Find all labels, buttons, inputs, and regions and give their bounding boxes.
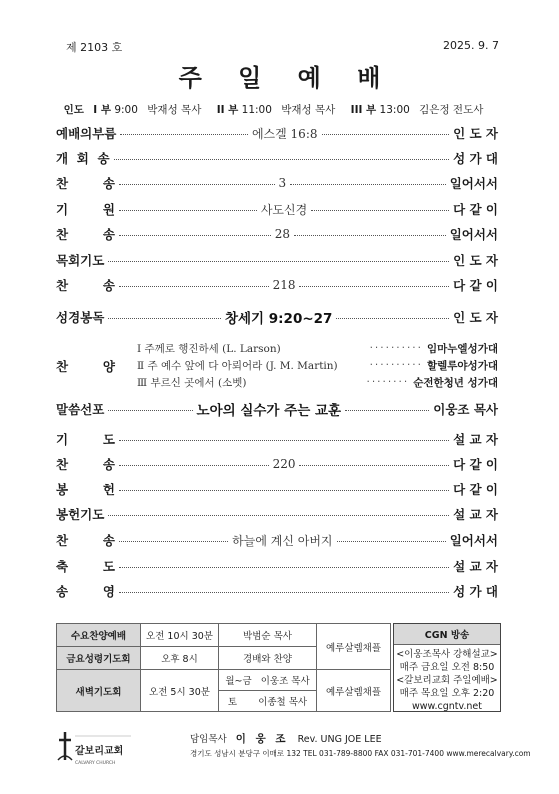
anthem-choir: 임마누엘성가대 (426, 342, 498, 355)
order-item-performer: 설 교 자 (453, 432, 498, 447)
order-row (56, 251, 498, 269)
order-item-name: 찬 송 (56, 278, 115, 293)
anthem-item: Ⅱ 주 예수 앞에 다 아뢰어라 (J. M. Martin) ·········· 할렐루야성가대 (137, 359, 498, 372)
order-item-value: 218 (272, 278, 296, 292)
order-item-name: 송 영 (56, 584, 115, 599)
order-item-name: 찬 송 (56, 176, 115, 191)
order-item-performer: 다 같 이 (453, 202, 498, 217)
order-item-value: 노아의 실수가 주는 교훈 (196, 403, 342, 419)
order-item-performer: 설 교 자 (453, 507, 498, 522)
order-item-performer: 성 가 대 (453, 151, 498, 166)
cgn-url[interactable]: www.cgntv.net (412, 701, 482, 712)
order-item-name: 기 원 (56, 202, 115, 217)
page-title: 주 일 예 배 (178, 63, 395, 92)
order-item-name: 개 회 송 (56, 151, 110, 166)
order-item-performer: 다 같 이 (453, 457, 498, 472)
order-item-name: 성경봉독 (56, 310, 105, 325)
anthem-song: Ⅰ 주께로 행진하세 (L. Larson) (137, 342, 281, 355)
order-row (56, 480, 498, 498)
order-row (56, 582, 498, 600)
order-item-performer: 일어서서 (449, 176, 499, 191)
service-leaders (0, 102, 559, 117)
order-item-performer: 일어서서 (449, 533, 498, 548)
order-item-name: 말씀선포 (56, 402, 105, 417)
order-item-name: 찬 송 (56, 227, 115, 242)
order-row (56, 174, 498, 192)
order-item-name: 축 도 (56, 559, 115, 574)
leader-service-3: III 부 13:00 김은정 전도사 (350, 104, 484, 116)
schedule-label: 새벽기도회 (57, 670, 141, 712)
order-row (56, 124, 498, 142)
anthem-choir: 할렐루야성가대 (426, 359, 498, 372)
order-row (56, 531, 498, 549)
pastor-name: 이 웅 조 (235, 733, 289, 745)
church-address: 경기도 성남시 분당구 이매로 132 TEL 031-789-8800 FAX 031-701-7400 www.merecalvary.com (190, 749, 531, 758)
order-item-value: 28 (274, 227, 290, 241)
order-item-value: 창세기 9:20~27 (224, 311, 333, 327)
order-row (56, 455, 498, 473)
order-row (56, 430, 498, 448)
order-item-name: 목회기도 (56, 253, 105, 268)
anthem-song: Ⅱ 주 예수 앞에 다 아뢰어라 (J. M. Martin) (137, 359, 338, 372)
order-item-name: 봉헌기도 (56, 507, 105, 522)
order-item-performer: 일어서서 (449, 227, 498, 242)
bulletin-date: 2025. 9. 7 (443, 39, 499, 52)
svg-text:갈보리교회: 갈보리교회 (75, 746, 124, 757)
leader-service-2: II 부 11:00 박재성 목사 (216, 104, 336, 116)
church-logo (56, 724, 132, 770)
order-item-name: 예배의부름 (56, 126, 117, 141)
pastor-info: 담임목사 이 웅 조 Rev. UNG JOE LEE (190, 733, 382, 745)
order-item-name: 기 도 (56, 432, 115, 447)
order-item-value: 3 (278, 176, 287, 190)
order-item-name: 찬 송 (56, 533, 115, 548)
order-item-performer: 성 가 대 (453, 584, 498, 599)
schedule-label: 금요성령기도회 (57, 647, 141, 670)
cgn-broadcast-box: CGN 방송 <이웅조목사 강해설교> 매주 금요일 오전 8:50 <갈보리교회 주일예배> 매주 목요일 오후 2:20 www.cgntv.net (393, 623, 501, 712)
issue-number: 제 2103 호 (66, 41, 123, 54)
anthem-item: Ⅰ 주께로 행진하세 (L. Larson) ·········· 임마누엘성가대 (137, 342, 498, 355)
cgn-title: CGN 방송 (394, 624, 500, 645)
leader-service-1: I 부 9:00 박재성 목사 (93, 104, 202, 116)
order-row (56, 400, 498, 418)
weekly-schedule-table: 수요찬양예배 오전 10시 30분 박범순 목사 예루살렘채플 금요성령기도회 오후 8시 경배와 찬양 새벽기도회 오전 5시 30분 월~금 이웅조 목사 토 이종철 목사 예루살렘채플 (56, 623, 391, 712)
anthem-label: 찬 양 (56, 359, 115, 374)
order-item-performer: 다 같 이 (453, 278, 498, 293)
order-item-performer: 인 도 자 (453, 253, 498, 268)
order-item-performer: 인 도 자 (453, 126, 498, 141)
anthem-choir: 순전한청년 성가대 (413, 376, 498, 389)
order-item-name: 찬 송 (56, 457, 115, 472)
order-item-value: 에스겔 16:8 (251, 126, 318, 141)
order-row (56, 276, 498, 294)
svg-text:CALVARY CHURCH: CALVARY CHURCH (75, 761, 116, 766)
anthem-song: Ⅲ 부르신 곳에서 (소벳) (137, 376, 247, 389)
order-row (56, 225, 498, 243)
order-item-value: 220 (272, 457, 296, 471)
footer (56, 724, 531, 770)
order-row (56, 505, 498, 523)
order-row (56, 200, 498, 218)
order-row (56, 149, 498, 167)
order-item-performer: 인 도 자 (453, 310, 498, 325)
leaders-label: 인도 (63, 104, 84, 116)
order-row (56, 557, 498, 575)
order-item-name: 봉 헌 (56, 482, 115, 497)
order-item-performer: 다 같 이 (453, 482, 498, 497)
order-item-performer: 설 교 자 (453, 559, 498, 574)
schedule-label: 수요찬양예배 (57, 624, 141, 647)
anthem-item: Ⅲ 부르신 곳에서 (소벳) ········ 순전한청년 성가대 (137, 376, 498, 389)
order-item-value: 사도신경 (260, 202, 308, 217)
order-row (56, 308, 498, 326)
order-item-value: 하늘에 계신 아버지 (232, 533, 333, 548)
order-item-performer: 이웅조 목사 (433, 402, 498, 417)
